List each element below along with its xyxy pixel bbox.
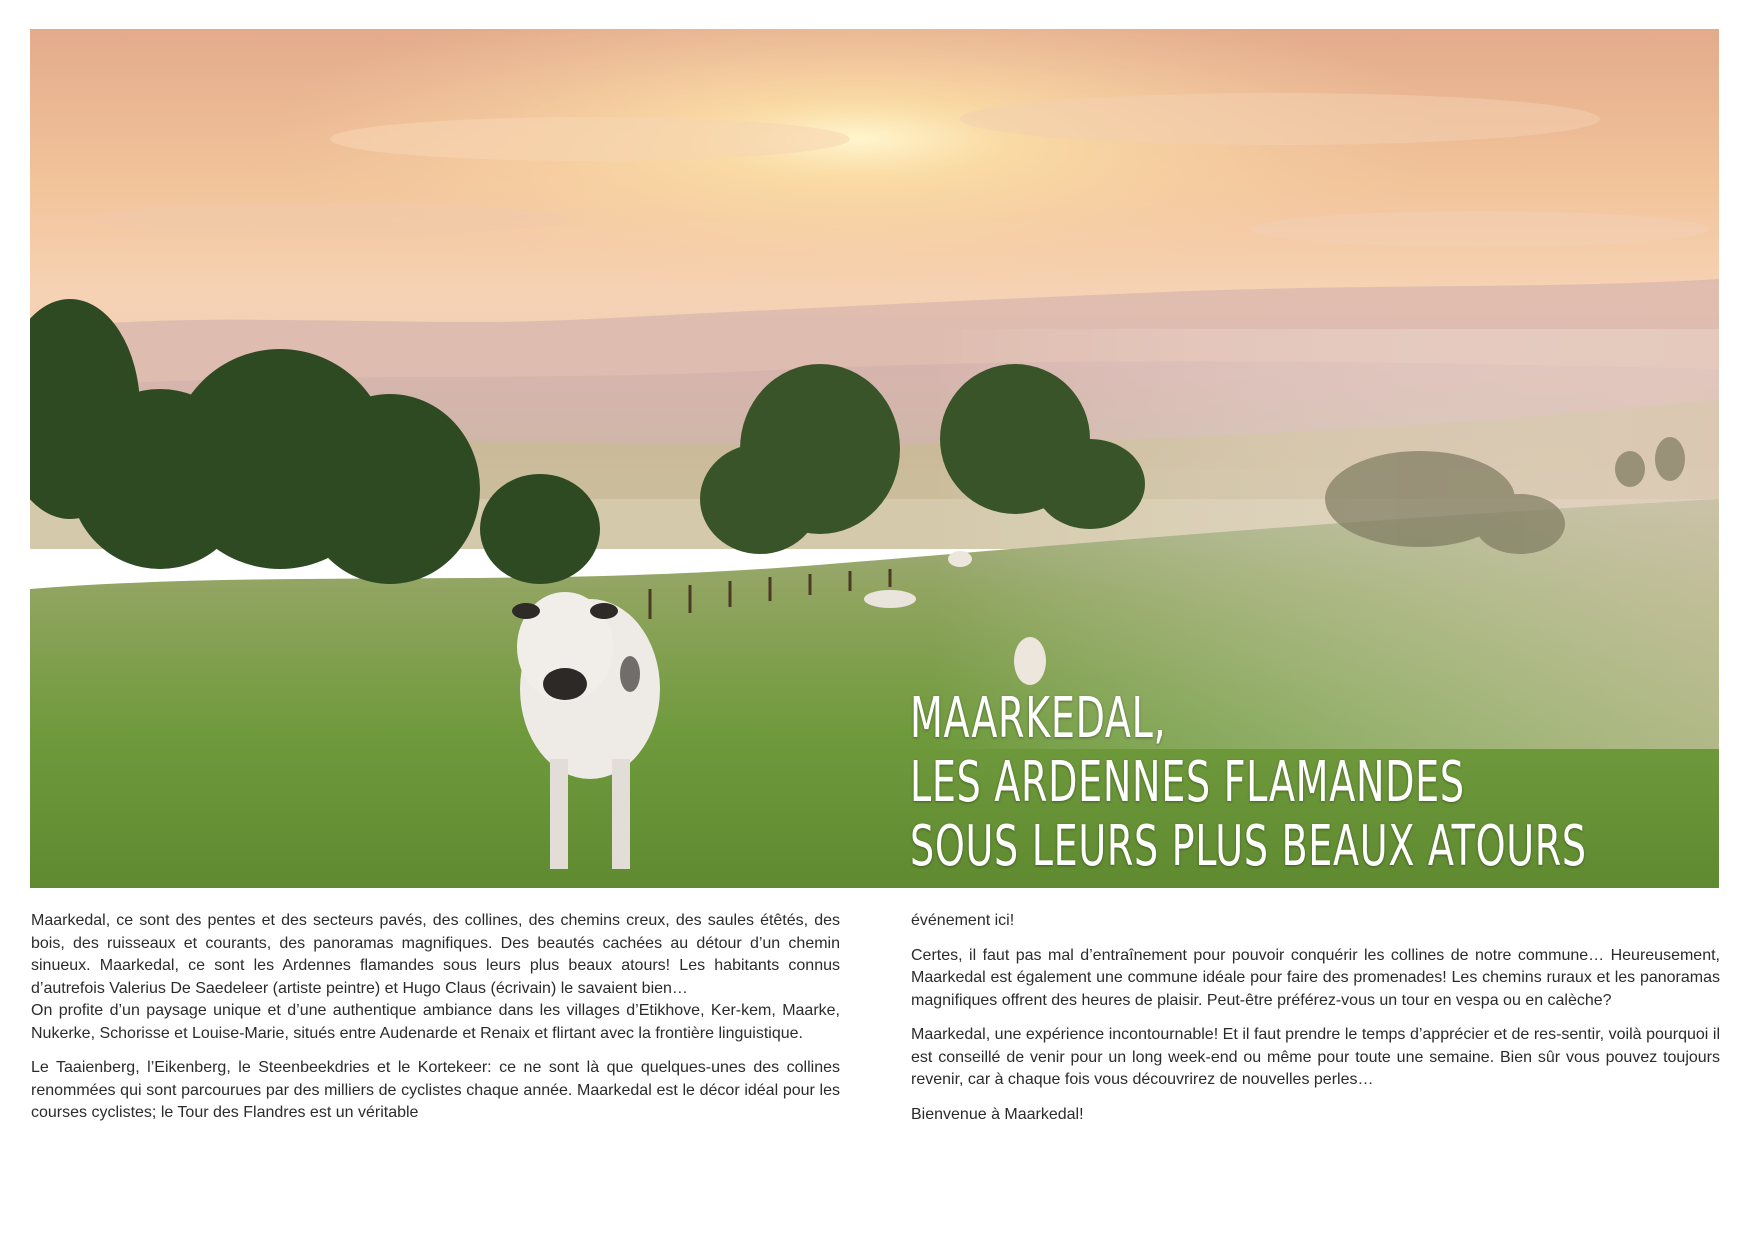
article-column-left (31, 910, 840, 1137)
paragraph: On profite d’un paysage unique et d’une authentique ambiance dans les villages d’Etikhove, Ker-kem, Maarke, Nukerke, Schorisse et Louise-Marie, situés entre Audenarde et Renaix et flirtant avec la frontière linguistique. (31, 1002, 840, 1042)
headline-line-1: MAARKEDAL, (910, 686, 1167, 751)
paragraph: Certes, il faut pas mal d’entraînement pour pouvoir conquérir les collines de notre commune… Heureusement, Maarkedal est également une commune idéale pour faire des promenades! Les chemins ruraux et les panoramas magnifiques offrent des heures de plaisir. Peut-être préférez-vous un tour en vespa ou en calèche? (911, 946, 1720, 1009)
headline-line-3: SOUS LEURS PLUS BEAUX ATOURS (910, 814, 1587, 879)
paragraph: événement ici! (911, 912, 1015, 929)
hero-photo (30, 29, 1719, 888)
article-column-right (911, 910, 1720, 1138)
headline-line-2: LES ARDENNES FLAMANDES (910, 750, 1465, 815)
paragraph: Le Taaienberg, l’Eikenberg, le Steenbeekdries et le Kortekeer: ce ne sont là que quelques-unes des collines renommées qui sont parcourues par des milliers de cyclistes chaque année. Maarkedal est le décor idéal pour les courses cyclistes; le Tour des Flandres est un véritable (31, 1059, 840, 1121)
page-headline (910, 687, 1587, 879)
paragraph: Bienvenue à Maarkedal! (911, 1105, 1084, 1123)
paragraph: Maarkedal, une expérience incontournable! Et il faut prendre le temps d’apprécier et de res-sentir, voilà pourquoi il est conseillé de venir pour un long week-end ou même pour toute une semaine. Bien sûr vous pouvez toujours revenir, car à chaque fois vous découvrirez de nouvelles perles… (911, 1026, 1720, 1088)
paragraph: Maarkedal, ce sont des pentes et des secteurs pavés, des collines, des chemins creux, des saules étêtés, des bois, des ruisseaux et courants, des panoramas magnifiques. Des beautés cachées au détour d’un chemin sinueux. Maarkedal, ce sont les Ardennes flamandes sous leurs plus beaux atours! Les habitants connus d’autrefois Valerius De Saedeleer (artiste peintre) et Hugo Claus (écrivain) le savaient bien… (31, 912, 840, 997)
